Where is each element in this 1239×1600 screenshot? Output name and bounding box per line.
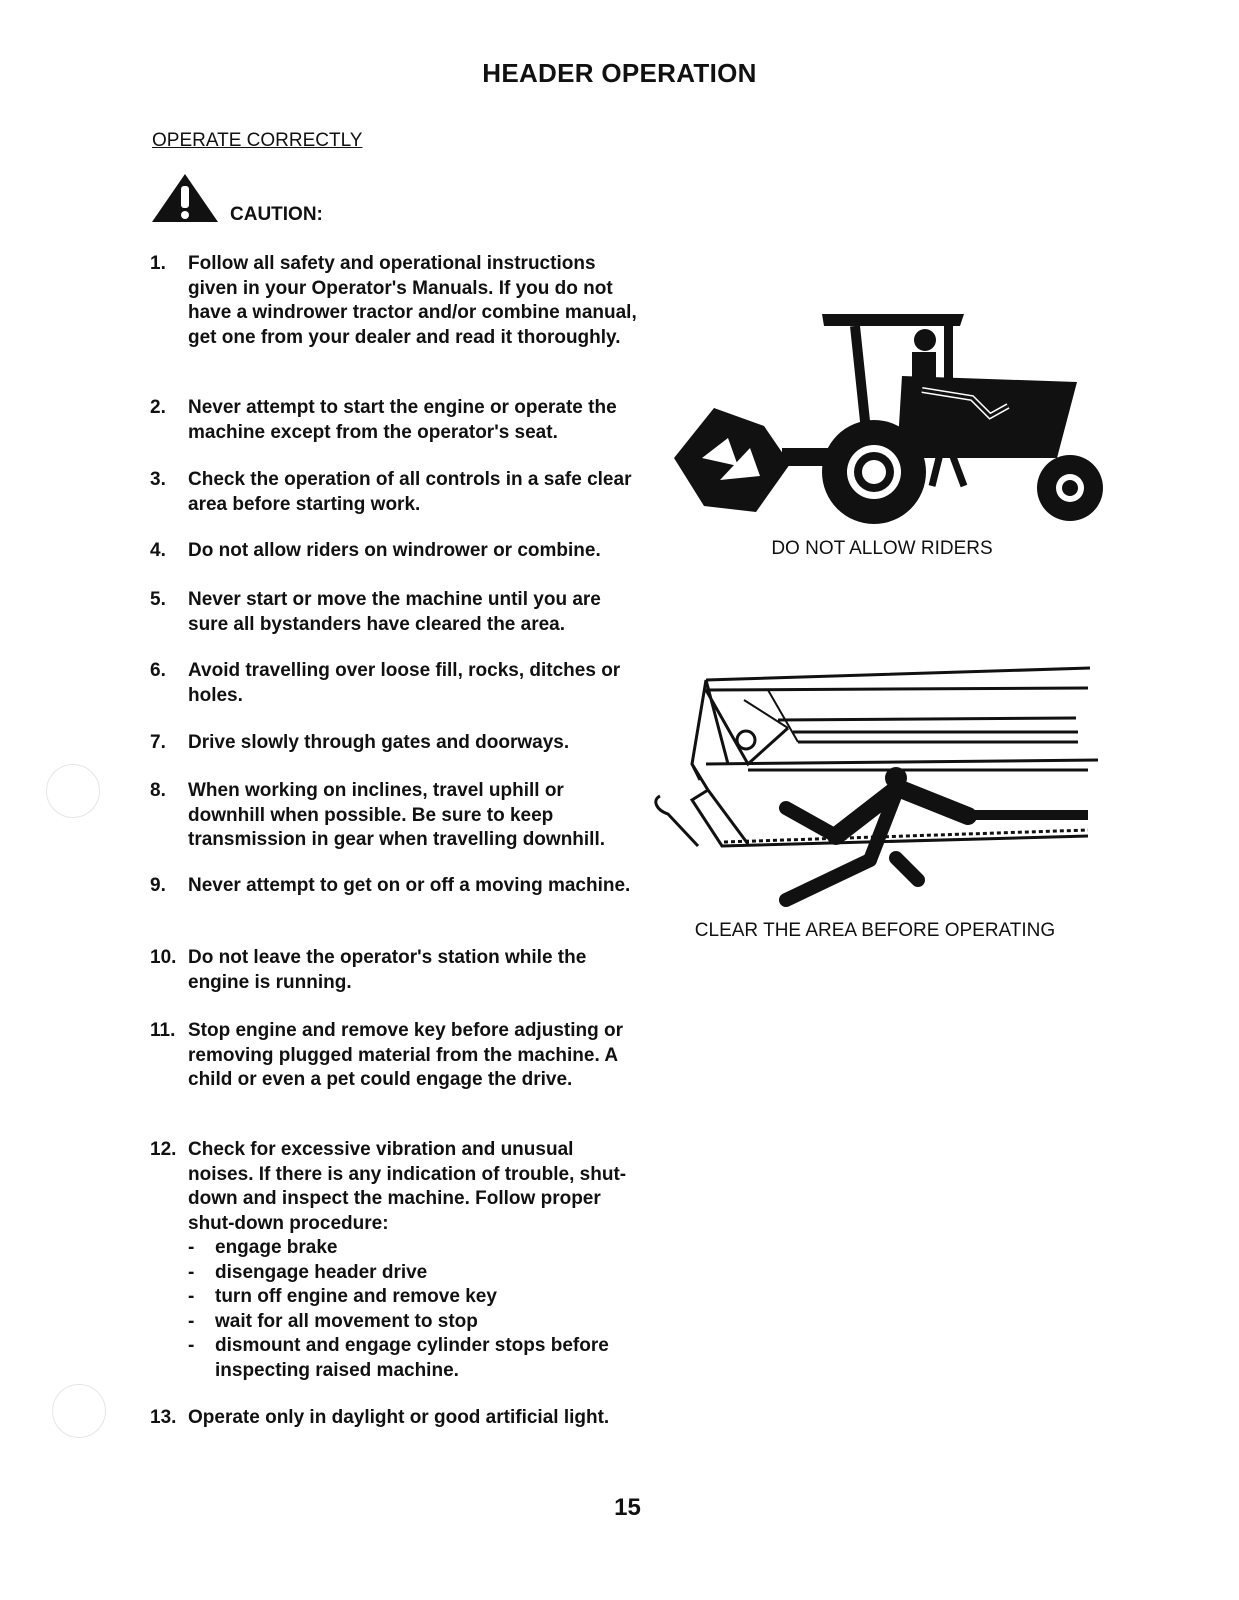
shutdown-step: - wait for all movement to stop [188,1310,478,1332]
item-number: 3. [150,469,166,490]
item-body [188,1138,643,1383]
item-text: Operate only in daylight or good artificial light. [188,1407,610,1428]
item-text: Check the operation of all controls in a safe clear area before starting work. [188,469,632,515]
item-text: Follow all safety and operational instructions given in your Operator's Manuals. If you do not have a windrower tractor and/or combine manual, get one from your dealer and read it thoroughly. [188,253,637,348]
figure-caption: CLEAR THE AREA BEFORE OPERATING [694,920,1056,941]
binder-hole [52,1384,106,1438]
item-number: 6. [150,660,166,681]
item-text: Do not allow riders on windrower or combine. [188,540,601,561]
caution-row [150,172,450,228]
item-number: 4. [150,540,166,561]
shutdown-step: - dismount and engage cylinder stops before inspecting raised machine. [188,1335,609,1381]
shutdown-step: - engage brake [188,1237,338,1258]
section-heading: OPERATE CORRECTLY [152,130,363,151]
caution-label: CAUTION: [230,204,323,225]
header-bystander-illustration [648,660,1108,910]
item-text: Drive slowly through gates and doorways. [188,732,570,753]
item-number: 12. [150,1139,177,1160]
item-text: Avoid travelling over loose fill, rocks, ditches or holes. [188,660,621,706]
binder-hole [46,764,100,818]
shutdown-step: - disengage header drive [188,1261,428,1283]
item-text: Never attempt to get on or off a moving machine. [188,875,631,896]
item-text: When working on inclines, travel uphill or downhill when possible. Be sure to keep transmission in gear when travelling downhill. [188,780,606,850]
item-text: Check for excessive vibration and unusual noises. If there is any indication of trouble, shut-down and inspect the machine. Follow proper shut-down procedure: [188,1139,627,1234]
shutdown-steps [188,1236,643,1383]
item-number: 2. [150,397,166,418]
item-number: 9. [150,875,166,896]
figure-caption: DO NOT ALLOW RIDERS [771,538,993,559]
shutdown-step: - turn off engine and remove key [188,1286,497,1307]
item-text: Never start or move the machine until you are sure all bystanders have cleared the area. [188,589,601,635]
item-text: Stop engine and remove key before adjusting or removing plugged material from the machine. A child or even a pet could engage the drive. [188,1020,623,1090]
item-number: 8. [150,780,166,801]
page-number: 15 [614,1494,641,1521]
item-number: 7. [150,732,166,753]
page-title: HEADER OPERATION [482,58,757,88]
item-number: 11. [150,1020,176,1041]
item-text: Never attempt to start the engine or operate the machine except from the operator's seat. [188,397,617,443]
item-text: Do not leave the operator's station while the engine is running. [188,947,587,993]
item-number: 13. [150,1407,177,1428]
item-number: 5. [150,589,166,610]
item-number: 10. [150,947,177,968]
item-number: 1. [150,253,166,274]
warning-triangle-icon [150,172,220,224]
windrower-rider-illustration [672,308,1112,530]
